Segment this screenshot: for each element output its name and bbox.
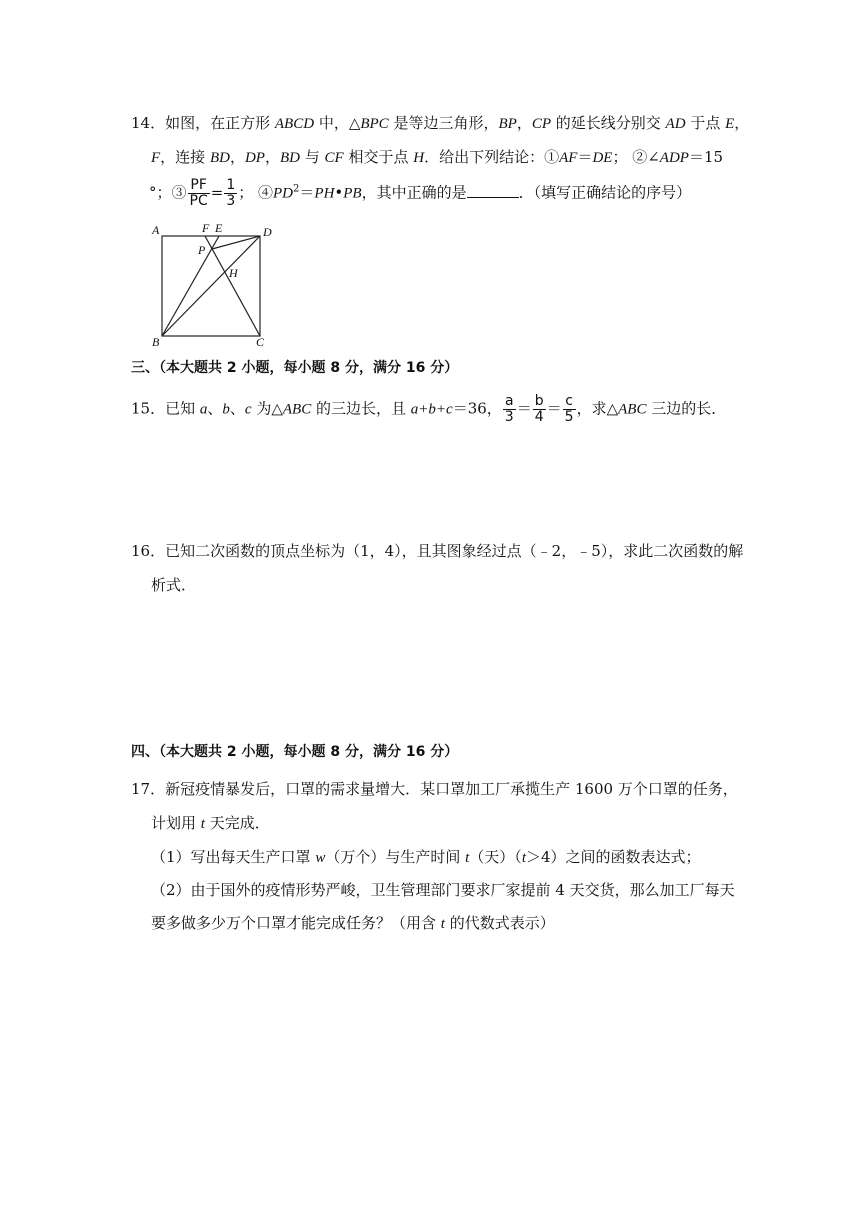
fraction-pf-pc: $\frac{PF}{PC}$ [189,177,208,209]
q14-number: 14． [131,114,166,132]
q17-number: 17． [131,780,166,798]
q16-line2: 析式． [151,576,197,594]
label-h: H [229,266,238,280]
label-p: P [198,243,206,257]
label-e: E [215,221,223,235]
q14-line1: 14．如图，在正方形 ABCD 中，△BPC 是等边三角形，BP，CP 的延长线分别交 AD 于点 E， [131,114,750,132]
fraction-a-3: $\frac{a}{3}$ [504,393,514,425]
segment-cp-extended [205,236,260,336]
label-a: A [152,223,160,237]
fraction-b-4: $\frac{b}{4}$ [534,393,544,425]
q16-line1: 16．已知二次函数的顶点坐标为（1，4），且其图象经过点（﹣2，﹣5），求此二次函数的解 [131,542,744,560]
label-d: D [263,225,272,239]
label-b: B [152,335,160,349]
fraction-c-5: $\frac{c}{5}$ [564,393,574,425]
label-f: F [202,221,210,235]
label-c: C [256,335,265,349]
square-figure [150,218,280,350]
q17-line2: 计划用 t 天完成． [151,814,270,832]
q17-line1: 17．新冠疫情暴发后，口罩的需求量增大．某口罩加工厂承揽生产 1600 万个口罩的任务， [131,780,738,798]
q14-line2: F，连接 BD，DP，BD 与 CF 相交于点 H．给出下列结论：①AF＝DE； ②∠ADP＝15 [151,148,724,166]
q17-sub3: 要多做多少万个口罩才能完成任务？（用含 t 的代数式表示） [151,914,555,932]
q15-number: 15． [131,399,166,418]
section3-heading: 三、（本大题共 2 小题，每小题 8 分，满分 16 分） [131,360,459,376]
fraction-one-third: $\frac{1}{3}$ [226,177,236,209]
q17-sub1: （1）写出每天生产口罩 w（万个）与生产时间 t（天）（t＞4）之间的函数表达式； [151,848,701,866]
q15-line: 15．已知 a、b、c 为△ABC 的三边长，且 a+b+c＝36， $\frac{a}{3}$ ＝ $\frac{b}{4}$ ＝ $\frac{c}{5}$ ，求△ABC 三边的长． [131,393,727,425]
q17-sub2: （2）由于国外的疫情形势严峻，卫生管理部门要求厂家提前 4 天交货，那么加工厂每天 [151,881,735,899]
section4-heading: 四、（本大题共 2 小题，每小题 8 分，满分 16 分） [131,744,459,760]
q16-number: 16． [131,542,166,560]
answer-blank[interactable] [467,183,519,198]
q14-line3: °；③ $\frac{PF}{PC}$ = $\frac{1}{3}$ ； $④PD^2=PH•PB$，其中正确的是 ．（填写正确结论的序号） [149,177,692,209]
